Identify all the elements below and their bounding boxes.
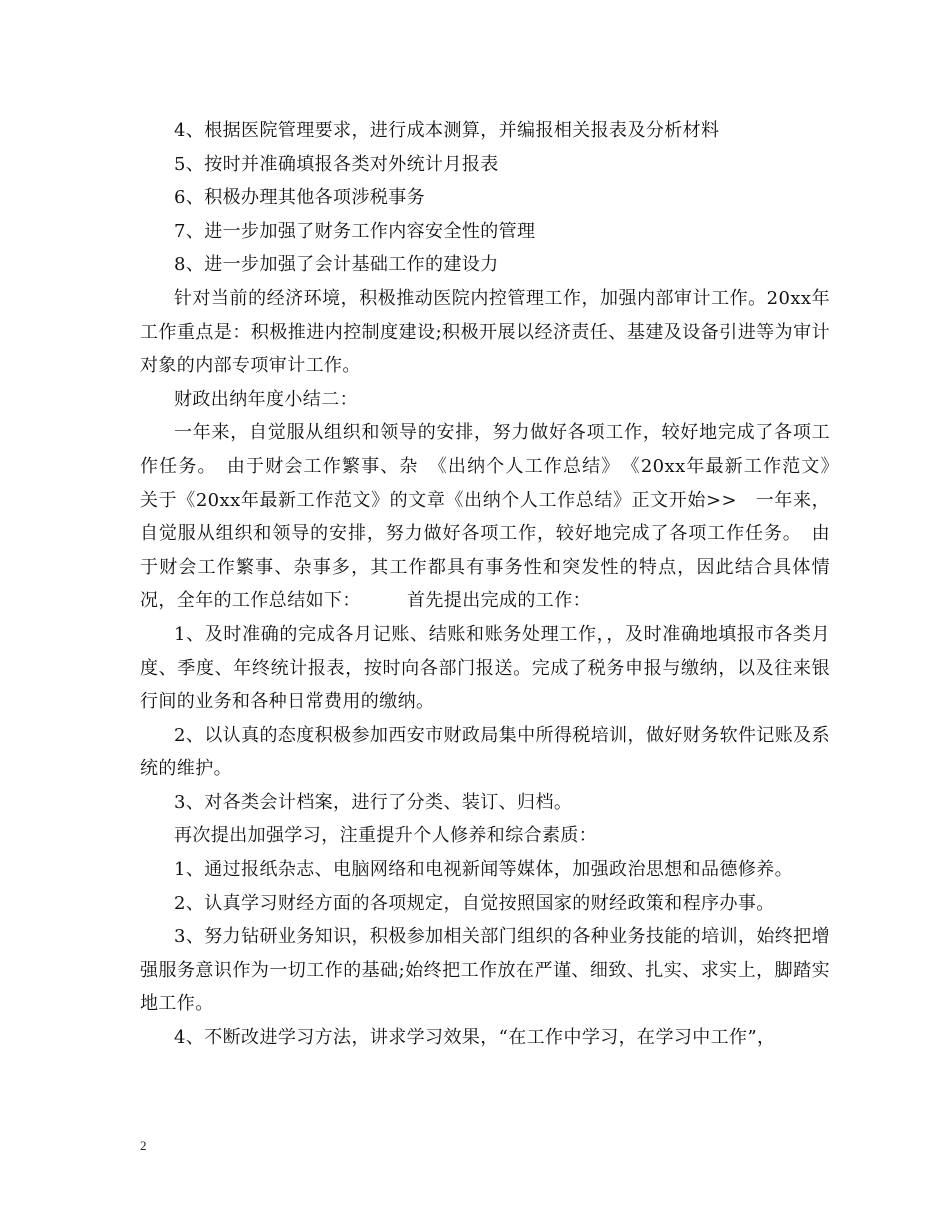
paragraph: 4、根据医院管理要求，进行成本测算，并编报相关报表及分析材料 xyxy=(174,120,720,141)
paragraph: 一年来，自觉服从组织和领导的安排，努力做好各项工作，较好地完成了各项工作任务。 由于财会工作繁事、杂 《出纳个人工作总结》 《20xx年最新工作范文》 关于《20xx年最新工作范文》的文章《出纳个人工作总结》正文开始>> 一年来，自觉服从组织和领导的安排，努力做好各项工作，较好地完成了各项工作任务。 由于财会工作繁事、杂事多，其工作都具有事务性和突发性的特点，因此结合具体情况，全年的工作总结如下： 首先提出完成的工作： xyxy=(140,422,849,612)
paragraph: 3、努力钻研业务知识，积极参加相关部门组织的各种业务技能的培训，始终把增强服务意识作为一切工作的基础;始终把工作放在严谨、细致、扎实、求实上，脚踏实地工作。 xyxy=(140,926,830,1015)
paragraph: 3、对各类会计档案，进行了分类、装订、归档。 xyxy=(174,791,573,813)
paragraph: 针对当前的经济环境，积极推动医院内控管理工作，加强内部审计工作。20xx年工作重点是：积极推进内控制度建设;积极开展以经济责任、基建及设备引进等为审计对象的内部专项审计工作。 xyxy=(140,287,830,377)
paragraph: 8、进一步加强了会计基础工作的建设力 xyxy=(174,254,499,276)
section-heading: 财政出纳年度小结二： xyxy=(174,388,358,410)
paragraph: 7、进一步加强了财务工作内容安全性的管理 xyxy=(174,220,536,242)
paragraph: 2、认真学习财经方面的各项规定，自觉按照国家的财经政策和程序办事。 xyxy=(174,892,775,914)
paragraph: 2、以认真的态度积极参加西安市财政局集中所得税培训，做好财务软件记账及系统的维护。 xyxy=(140,724,830,780)
paragraph: 5、按时并准确填报各类对外统计月报表 xyxy=(174,153,499,175)
page-number: 2 xyxy=(140,1138,147,1153)
paragraph: 1、及时准确的完成各月记账、结账和账务处理工作，，及时准确地填报市各类月度、季度、年终统计报表，按时向各部门报送。完成了税务申报与缴纳，以及往来银行间的业务和各种日常费用的缴纳。 xyxy=(140,623,830,713)
paragraph: 6、积极办理其他各项涉税事务 xyxy=(174,187,426,209)
paragraph: 再次提出加强学习，注重提升个人修养和综合素质： xyxy=(174,825,598,847)
document-body xyxy=(140,114,849,1055)
paragraph: 1、通过报纸杂志、电脑网络和电视新闻等媒体，加强政治思想和品德修养。 xyxy=(174,859,794,881)
paragraph: 4、不断改进学习方法，讲求学习效果，“在工作中学习，在学习中工作”， xyxy=(174,1027,776,1049)
